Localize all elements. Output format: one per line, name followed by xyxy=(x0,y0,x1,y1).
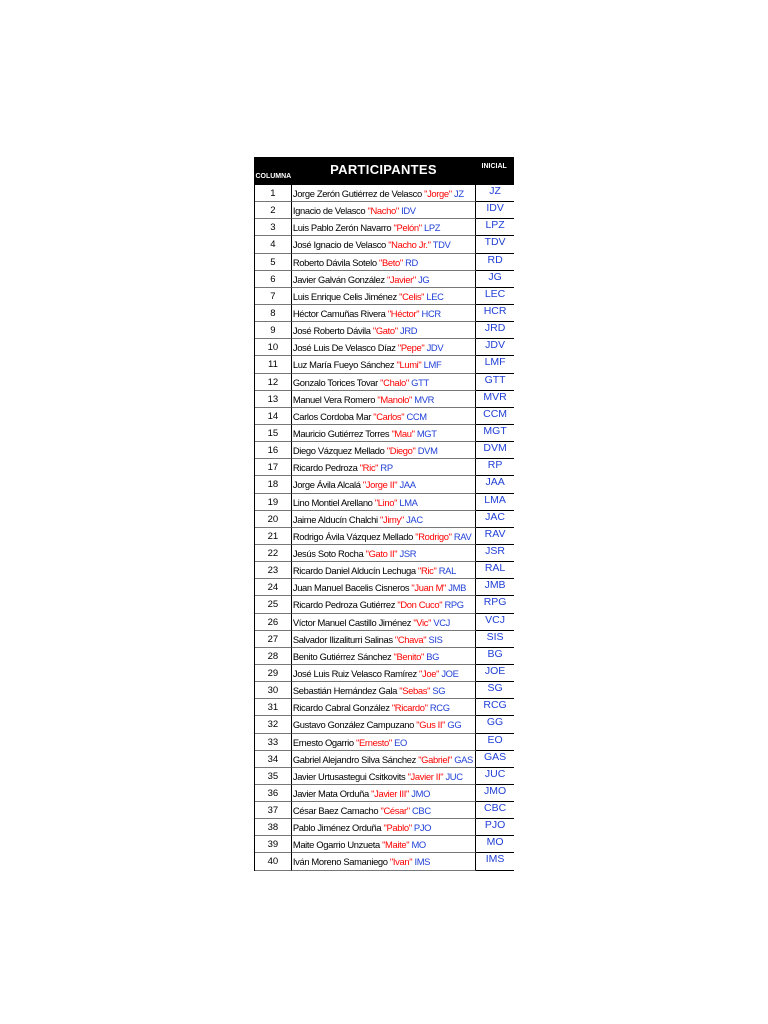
initials-code: MO xyxy=(476,836,514,853)
full-name: Jaime Alducín Chalchi xyxy=(292,513,380,525)
table-row xyxy=(255,408,514,425)
full-name: Jesús Soto Rocha xyxy=(292,547,366,559)
table-row xyxy=(255,476,514,493)
participant-name xyxy=(292,768,476,785)
initials-code: RAV xyxy=(476,528,514,545)
table-row xyxy=(255,648,514,665)
initials-code: MGT xyxy=(476,425,514,442)
participant-name xyxy=(292,545,476,562)
table-row xyxy=(255,853,514,870)
participant-name xyxy=(292,614,476,631)
row-number: 23 xyxy=(255,562,292,579)
header-columna: COLUMNA xyxy=(255,173,292,180)
full-name: Ricardo Daniel Alducín Lechuga xyxy=(292,565,419,577)
initials-code: JDV xyxy=(476,339,514,356)
nickname: "César" xyxy=(380,805,410,817)
initials-code: LMA xyxy=(476,494,514,511)
nickname: "Ricardo" xyxy=(391,702,428,714)
initials-code: LEC xyxy=(476,288,514,305)
participant-name xyxy=(292,682,476,699)
nickname: "Ric" xyxy=(359,462,379,474)
nickname: "Gus II" xyxy=(416,719,446,731)
table-row xyxy=(255,785,514,802)
full-name: Salvador Ilizaliturri Salinas xyxy=(292,633,395,645)
initials-code: LMF xyxy=(476,356,514,373)
full-name: Luis Pablo Zerón Navarro xyxy=(292,222,394,234)
name-initials: JRD xyxy=(397,325,418,337)
row-number: 11 xyxy=(255,356,292,373)
nickname: "Javier III" xyxy=(371,787,410,799)
initials-code: GAS xyxy=(476,751,514,768)
name-initials: SIS xyxy=(426,633,443,645)
table-row xyxy=(255,665,514,682)
name-initials: JOE xyxy=(439,667,459,679)
participant-name xyxy=(292,802,476,819)
initials-code: JRD xyxy=(476,322,514,339)
nickname: "Carlos" xyxy=(373,410,405,422)
participant-name xyxy=(292,459,476,476)
participant-name xyxy=(292,853,476,870)
full-name: Mauricio Gutiérrez Torres xyxy=(292,427,392,439)
full-name: Gustavo González Campuzano xyxy=(292,719,417,731)
participant-name xyxy=(292,271,476,288)
initials-code: LPZ xyxy=(476,219,514,236)
nickname: "Benito" xyxy=(393,650,424,662)
name-initials: RPG xyxy=(442,599,464,611)
row-number: 36 xyxy=(255,785,292,802)
participant-name xyxy=(292,322,476,339)
full-name: Luis Enrique Celis Jiménez xyxy=(292,290,400,302)
full-name: César Baez Camacho xyxy=(292,805,381,817)
table-row xyxy=(255,271,514,288)
nickname: "Don Cuco" xyxy=(397,599,443,611)
table-row xyxy=(255,545,514,562)
initials-code: VCJ xyxy=(476,614,514,631)
header-inicial: INICIAL xyxy=(481,163,507,170)
table-row xyxy=(255,356,514,373)
full-name: Ricardo Cabral González xyxy=(292,702,392,714)
table-row xyxy=(255,751,514,768)
row-number: 6 xyxy=(255,271,292,288)
full-name: Ricardo Pedroza Gutiérrez xyxy=(292,599,398,611)
initials-code: IMS xyxy=(476,853,514,870)
nickname: "Chava" xyxy=(394,633,427,645)
full-name: Javier Mata Orduña xyxy=(292,787,372,799)
row-number: 40 xyxy=(255,853,292,870)
row-number: 33 xyxy=(255,734,292,751)
full-name: Roberto Dávila Sotelo xyxy=(292,256,379,268)
row-number: 2 xyxy=(255,202,292,219)
nickname: "Maite" xyxy=(382,839,410,851)
participant-name xyxy=(292,699,476,716)
name-initials: LMF xyxy=(421,359,442,371)
full-name: Maite Ogarrio Unzueta xyxy=(292,839,383,851)
table-row xyxy=(255,562,514,579)
name-initials: CCM xyxy=(404,410,427,422)
name-initials: RCG xyxy=(427,702,450,714)
participant-name xyxy=(292,185,476,202)
name-initials: JMO xyxy=(409,787,431,799)
participant-name xyxy=(292,648,476,665)
row-number: 17 xyxy=(255,459,292,476)
participant-name xyxy=(292,819,476,836)
participant-name xyxy=(292,391,476,408)
name-initials: LEC xyxy=(424,290,444,302)
table-body xyxy=(254,185,514,871)
nickname: "Chalo" xyxy=(380,376,409,388)
full-name: Jorge Ávila Alcalá xyxy=(292,479,363,491)
name-initials: JDV xyxy=(424,342,444,354)
row-number: 37 xyxy=(255,802,292,819)
initials-code: RPG xyxy=(476,596,514,613)
full-name: Luz María Fueyo Sánchez xyxy=(292,359,397,371)
table-row xyxy=(255,528,514,545)
full-name: Ignacio de Velasco xyxy=(292,205,368,217)
participant-name xyxy=(292,236,476,253)
row-number: 20 xyxy=(255,511,292,528)
name-initials: EO xyxy=(391,736,407,748)
participant-name xyxy=(292,836,476,853)
nickname: "Pepe" xyxy=(397,342,425,354)
name-initials: MVR xyxy=(412,393,435,405)
row-number: 25 xyxy=(255,596,292,613)
nickname: "Lumi" xyxy=(396,359,422,371)
participant-name xyxy=(292,785,476,802)
name-initials: JZ xyxy=(451,188,464,199)
name-initials: GTT xyxy=(408,376,429,388)
participant-name xyxy=(292,494,476,511)
row-number: 27 xyxy=(255,631,292,648)
table-row xyxy=(255,579,514,596)
initials-code: RP xyxy=(476,459,514,476)
initials-code: RAL xyxy=(476,562,514,579)
name-initials: PJO xyxy=(411,822,432,834)
name-initials: JAA xyxy=(397,479,416,491)
table-row xyxy=(255,768,514,785)
table-row xyxy=(255,836,514,853)
initials-code: JAA xyxy=(476,476,514,493)
full-name: Lino Montiel Arellano xyxy=(292,496,375,508)
full-name: Iván Moreno Samaniego xyxy=(292,856,390,868)
row-number: 19 xyxy=(255,494,292,511)
participant-name xyxy=(292,254,476,271)
table-row xyxy=(255,511,514,528)
nickname: "Rodrigo" xyxy=(415,530,452,542)
row-number: 1 xyxy=(255,185,292,202)
nickname: "Javier II" xyxy=(407,770,444,782)
participant-name xyxy=(292,305,476,322)
nickname: "Ivan" xyxy=(389,856,413,868)
row-number: 5 xyxy=(255,254,292,271)
row-number: 32 xyxy=(255,716,292,733)
full-name: Ernesto Ogarrio xyxy=(292,736,357,748)
nickname: "Diego" xyxy=(386,445,416,457)
nickname: "Manolo" xyxy=(377,393,413,405)
row-number: 26 xyxy=(255,614,292,631)
row-number: 30 xyxy=(255,682,292,699)
name-initials: GG xyxy=(445,719,462,731)
participants-table xyxy=(254,157,514,871)
table-row xyxy=(255,254,514,271)
row-number: 15 xyxy=(255,425,292,442)
full-name: José Luis De Velasco Díaz xyxy=(292,342,398,354)
table-row xyxy=(255,425,514,442)
initials-code: SIS xyxy=(476,631,514,648)
nickname: "Ernesto" xyxy=(356,736,392,748)
participant-name xyxy=(292,356,476,373)
row-number: 3 xyxy=(255,219,292,236)
participant-name xyxy=(292,511,476,528)
full-name: Gonzalo Torices Tovar xyxy=(292,376,381,388)
row-number: 21 xyxy=(255,528,292,545)
initials-code: PJO xyxy=(476,819,514,836)
initials-code: JMB xyxy=(476,579,514,596)
header-participantes: PARTICIPANTES xyxy=(330,162,437,177)
participant-name xyxy=(292,219,476,236)
name-initials: LMA xyxy=(397,496,418,508)
table-row xyxy=(255,734,514,751)
row-number: 18 xyxy=(255,476,292,493)
participant-name xyxy=(292,562,476,579)
table-row xyxy=(255,185,514,202)
row-number: 13 xyxy=(255,391,292,408)
nickname: "Sebas" xyxy=(399,685,431,697)
row-number: 35 xyxy=(255,768,292,785)
table-row xyxy=(255,391,514,408)
table-row xyxy=(255,494,514,511)
initials-code: SG xyxy=(476,682,514,699)
row-number: 8 xyxy=(255,305,292,322)
table-row xyxy=(255,699,514,716)
name-initials: RP xyxy=(378,462,393,474)
initials-code: JG xyxy=(476,271,514,288)
name-initials: JG xyxy=(415,273,430,285)
initials-code: BG xyxy=(476,648,514,665)
table-row xyxy=(255,442,514,459)
row-number: 4 xyxy=(255,236,292,253)
full-name: Rodrigo Ávila Vázquez Mellado xyxy=(292,530,416,542)
name-initials: IDV xyxy=(398,205,416,217)
name-initials: VCJ xyxy=(431,616,450,628)
nickname: "Pelón" xyxy=(393,222,422,234)
full-name: Diego Vázquez Mellado xyxy=(292,445,387,457)
nickname: "Joe" xyxy=(419,667,440,679)
full-name: Sebastián Hernández Gala xyxy=(292,685,400,697)
participant-name xyxy=(292,596,476,613)
nickname: "Javier" xyxy=(386,273,416,285)
name-initials: SG xyxy=(430,685,446,697)
row-number: 9 xyxy=(255,322,292,339)
row-number: 29 xyxy=(255,665,292,682)
full-name: Javier Galván González xyxy=(292,273,387,285)
nickname: "Jimy" xyxy=(380,513,404,525)
full-name: Juan Manuel Bacelis Cisneros xyxy=(292,582,412,594)
name-initials: RD xyxy=(402,256,418,268)
row-number: 14 xyxy=(255,408,292,425)
table-row xyxy=(255,339,514,356)
full-name: Carlos Cordoba Mar xyxy=(292,410,374,422)
initials-code: DVM xyxy=(476,442,514,459)
name-initials: IMS xyxy=(412,856,431,868)
nickname: "Nacho Jr." xyxy=(388,239,431,251)
row-number: 12 xyxy=(255,374,292,391)
full-name: Héctor Camuñas Rivera xyxy=(292,307,388,319)
table-row xyxy=(255,459,514,476)
initials-code: JMO xyxy=(476,785,514,802)
participant-name xyxy=(292,408,476,425)
full-name: Jorge Zerón Gutiérrez de Velasco xyxy=(292,188,425,199)
row-number: 10 xyxy=(255,339,292,356)
initials-code: JAC xyxy=(476,511,514,528)
full-name: Gabriel Alejandro Silva Sánchez xyxy=(292,753,419,765)
full-name: José Luis Ruiz Velasco Ramírez xyxy=(292,667,420,679)
row-number: 28 xyxy=(255,648,292,665)
nickname: "Nacho" xyxy=(367,205,399,217)
full-name: Javier Urtusastegui Csitkovits xyxy=(292,770,408,782)
table-row xyxy=(255,305,514,322)
participant-name xyxy=(292,751,476,768)
initials-code: RCG xyxy=(476,699,514,716)
full-name: Manuel Vera Romero xyxy=(292,393,378,405)
participant-name xyxy=(292,631,476,648)
nickname: "Jorge" xyxy=(424,188,452,199)
nickname: "Lino" xyxy=(374,496,398,508)
initials-code: JZ xyxy=(476,185,514,202)
full-name: Víctor Manuel Castillo Jiménez xyxy=(292,616,414,628)
name-initials: JMB xyxy=(446,582,466,594)
row-number: 7 xyxy=(255,288,292,305)
participant-name xyxy=(292,425,476,442)
name-initials: RAL xyxy=(436,565,456,577)
table-row xyxy=(255,682,514,699)
row-number: 22 xyxy=(255,545,292,562)
table-row xyxy=(255,202,514,219)
nickname: "Beto" xyxy=(378,256,403,268)
nickname: "Ric" xyxy=(418,565,437,577)
participant-name xyxy=(292,374,476,391)
table-row xyxy=(255,236,514,253)
participant-name xyxy=(292,579,476,596)
participant-name xyxy=(292,339,476,356)
name-initials: JSR xyxy=(397,547,417,559)
participant-name xyxy=(292,528,476,545)
name-initials: JAC xyxy=(403,513,423,525)
nickname: "Vic" xyxy=(413,616,432,628)
name-initials: MGT xyxy=(414,427,437,439)
table-row xyxy=(255,322,514,339)
table-row xyxy=(255,288,514,305)
nickname: "Celis" xyxy=(399,290,425,302)
initials-code: RD xyxy=(476,254,514,271)
table-header xyxy=(254,157,514,185)
nickname: "Héctor" xyxy=(387,307,420,319)
full-name: Ricardo Pedroza xyxy=(292,462,360,474)
row-number: 31 xyxy=(255,699,292,716)
initials-code: TDV xyxy=(476,236,514,253)
nickname: "Gato II" xyxy=(365,547,398,559)
full-name: Benito Gutiérrez Sánchez xyxy=(292,650,394,662)
row-number: 34 xyxy=(255,751,292,768)
name-initials: MO xyxy=(409,839,426,851)
initials-code: CBC xyxy=(476,802,514,819)
full-name: José Roberto Dávila xyxy=(292,325,373,337)
initials-code: GG xyxy=(476,716,514,733)
table-row xyxy=(255,596,514,613)
nickname: "Pablo" xyxy=(383,822,412,834)
initials-code: IDV xyxy=(476,202,514,219)
name-initials: JUC xyxy=(443,770,463,782)
nickname: "Mau" xyxy=(391,427,415,439)
initials-code: CCM xyxy=(476,408,514,425)
table-row xyxy=(255,819,514,836)
initials-code: JSR xyxy=(476,545,514,562)
name-initials: CBC xyxy=(409,805,431,817)
name-initials: BG xyxy=(424,650,440,662)
nickname: "Juan M" xyxy=(411,582,447,594)
nickname: "Gabriel" xyxy=(418,753,452,765)
initials-code: HCR xyxy=(476,305,514,322)
initials-code: JOE xyxy=(476,665,514,682)
row-number: 16 xyxy=(255,442,292,459)
participant-name xyxy=(292,734,476,751)
table-row xyxy=(255,219,514,236)
initials-code: GTT xyxy=(476,374,514,391)
row-number: 38 xyxy=(255,819,292,836)
row-number: 24 xyxy=(255,579,292,596)
name-initials: DVM xyxy=(415,445,438,457)
initials-code: JUC xyxy=(476,768,514,785)
name-initials: HCR xyxy=(419,307,441,319)
nickname: "Jorge II" xyxy=(362,479,398,491)
name-initials: LPZ xyxy=(421,222,441,234)
table-row xyxy=(255,614,514,631)
initials-code: EO xyxy=(476,734,514,751)
participant-name xyxy=(292,476,476,493)
name-initials: RAV xyxy=(451,530,472,542)
participant-name xyxy=(292,288,476,305)
name-initials: TDV xyxy=(430,239,451,251)
participant-name xyxy=(292,716,476,733)
nickname: "Gato" xyxy=(372,325,398,337)
full-name: Pablo Jiménez Orduña xyxy=(292,822,384,834)
table-row xyxy=(255,716,514,733)
participant-name xyxy=(292,442,476,459)
full-name: José Ignacio de Velasco xyxy=(292,239,389,251)
row-number: 39 xyxy=(255,836,292,853)
name-initials: GAS xyxy=(451,753,473,765)
table-row xyxy=(255,631,514,648)
initials-code: MVR xyxy=(476,391,514,408)
table-row xyxy=(255,374,514,391)
table-row xyxy=(255,802,514,819)
participant-name xyxy=(292,202,476,219)
participant-name xyxy=(292,665,476,682)
